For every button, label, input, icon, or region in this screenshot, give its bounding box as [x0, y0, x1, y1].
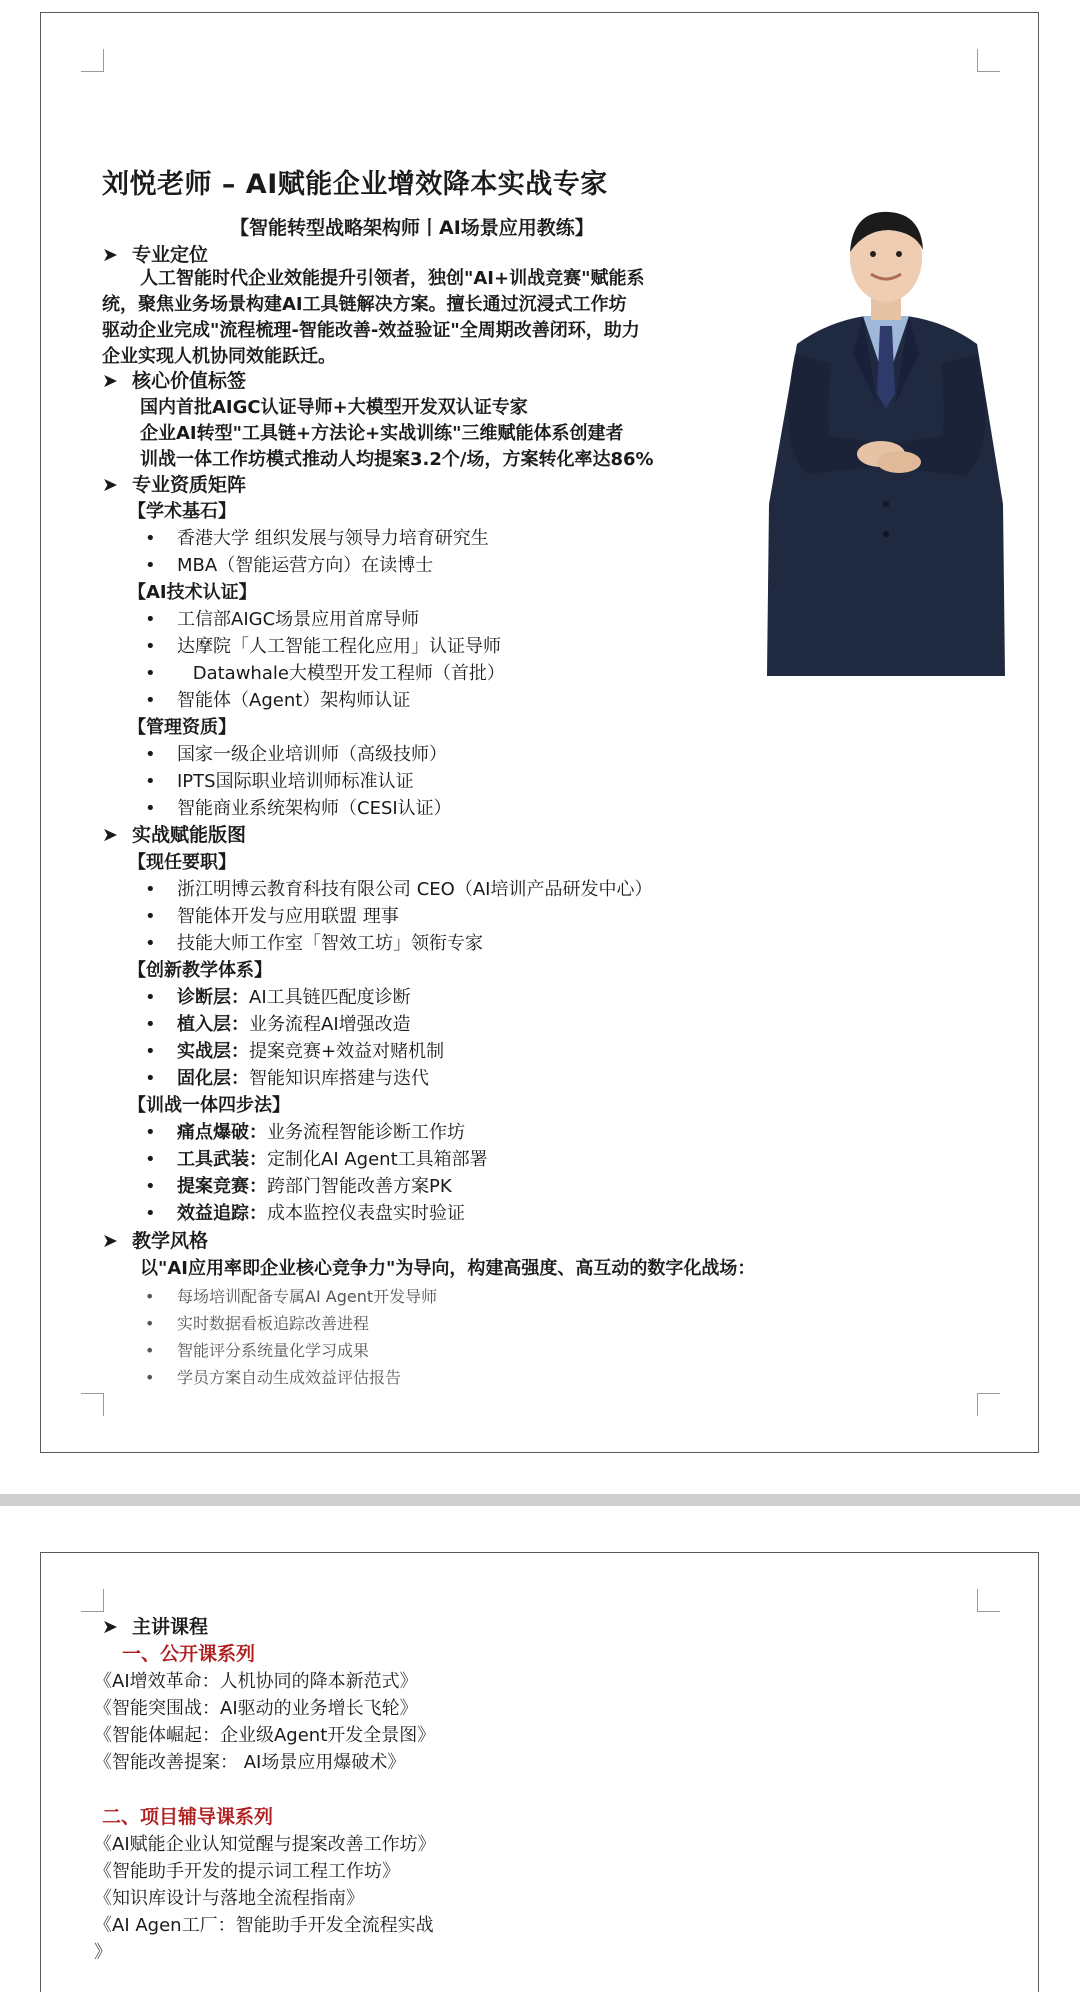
course-item: 《AI Agen工厂：智能助手开发全流程实战 [94, 1915, 434, 1936]
four-steps-label: 【训战一体四步法】 [128, 1095, 290, 1116]
course-item: 》 [94, 1942, 112, 1963]
corner-mark [977, 49, 1000, 72]
arrow-icon: ➤ [102, 824, 118, 846]
teaching-system-label: 【创新教学体系】 [128, 960, 272, 981]
portrait-photo [767, 204, 1005, 676]
list-item: • 痛点爆破：业务流程智能诊断工作坊 [145, 1122, 465, 1143]
list-item: • 智能评分系统量化学习成果 [145, 1341, 370, 1360]
course-item: 《智能助手开发的提示词工程工作坊》 [94, 1861, 400, 1882]
value-tag-2: 企业AI转型"工具链+方法论+实战训练"三维赋能体系创建者 [140, 423, 624, 444]
page-separator [0, 1494, 1080, 1506]
section-qualifications-heading: ➤ 专业资质矩阵 [102, 474, 247, 496]
list-item: • 智能商业系统架构师（CESI认证） [145, 798, 452, 819]
list-item: • Datawhale大模型开发工程师（首批） [145, 663, 505, 684]
document-subtitle: 【智能转型战略架构师丨AI场景应用教练】 [230, 217, 594, 239]
arrow-icon: ➤ [102, 1230, 118, 1252]
style-intro: 以"AI应用率即企业核心竞争力"为导向，构建高强度、高互动的数字化战场： [140, 1258, 756, 1279]
corner-mark [81, 49, 104, 72]
arrow-icon: ➤ [102, 370, 118, 392]
corner-mark [977, 1393, 1000, 1416]
list-item: • 工信部AIGC场景应用首席导师 [145, 609, 420, 630]
course-item: 《智能改善提案： AI场景应用爆破术》 [94, 1752, 406, 1773]
section-value-tags-heading: ➤ 核心价值标签 [102, 370, 247, 392]
list-item: • 实时数据看板追踪改善进程 [145, 1314, 370, 1333]
management-label: 【管理资质】 [128, 717, 236, 738]
corner-mark [81, 1393, 104, 1416]
list-item: • 智能体（Agent）架构师认证 [145, 690, 411, 711]
list-item: • 实战层：提案竞赛+效益对赌机制 [145, 1041, 445, 1062]
current-roles-label: 【现任要职】 [128, 852, 236, 873]
arrow-icon: ➤ [102, 244, 118, 266]
arrow-icon: ➤ [102, 1616, 118, 1638]
ai-cert-label: 【AI技术认证】 [128, 582, 257, 603]
list-item: • 固化层：智能知识库搭建与迭代 [145, 1068, 429, 1089]
list-item: • 诊断层：AI工具链匹配度诊断 [145, 987, 411, 1008]
course-item: 《AI增效革命：人机协同的降本新范式》 [94, 1671, 418, 1692]
section-style-heading: ➤ 教学风格 [102, 1230, 209, 1252]
corner-mark [81, 1589, 104, 1612]
list-item: • MBA（智能运营方向）在读博士 [145, 555, 434, 576]
list-item: • 学员方案自动生成效益评估报告 [145, 1368, 402, 1387]
list-item: • 达摩院「人工智能工程化应用」认证导师 [145, 636, 501, 657]
arrow-icon: ➤ [102, 474, 118, 496]
course-item: 《AI赋能企业认知觉醒与提案改善工作坊》 [94, 1834, 436, 1855]
positioning-line-3: 驱动企业完成"流程梳理-智能改善-效益验证"全周期改善闭环，助力 [102, 320, 640, 341]
list-item: • 提案竞赛：跨部门智能改善方案PK [145, 1176, 452, 1197]
project-courses-label: 二、项目辅导课系列 [102, 1806, 274, 1828]
list-item: • 技能大师工作室「智效工坊」领衔专家 [145, 933, 483, 954]
positioning-line-1: 人工智能时代企业效能提升引领者，独创"AI+训战竞赛"赋能系 [140, 268, 645, 289]
positioning-line-2: 统，聚焦业务场景构建AI工具链解决方案。擅长通过沉浸式工作坊 [102, 294, 627, 315]
course-item: 《智能体崛起：企业级Agent开发全景图》 [94, 1725, 436, 1746]
list-item: • 香港大学 组织发展与领导力培育研究生 [145, 528, 489, 549]
section-practice-heading: ➤ 实战赋能版图 [102, 824, 247, 846]
positioning-line-4: 企业实现人机协同效能跃迁。 [102, 346, 336, 367]
document-title: 刘悦老师 – AI赋能企业增效降本实战专家 [102, 169, 608, 200]
value-tag-3: 训战一体工作坊模式推动人均提案3.2个/场，方案转化率达86% [140, 449, 654, 470]
course-item: 《智能突围战：AI驱动的业务增长飞轮》 [94, 1698, 418, 1719]
section-courses-heading: ➤ 主讲课程 [102, 1616, 209, 1638]
list-item: • 国家一级企业培训师（高级技师） [145, 744, 447, 765]
list-item: • 植入层：业务流程AI增强改造 [145, 1014, 411, 1035]
academic-label: 【学术基石】 [128, 501, 236, 522]
course-item: 《知识库设计与落地全流程指南》 [94, 1888, 364, 1909]
list-item: • 智能体开发与应用联盟 理事 [145, 906, 399, 927]
public-courses-label: 一、公开课系列 [122, 1643, 256, 1665]
list-item: • IPTS国际职业培训师标准认证 [145, 771, 414, 792]
value-tag-1: 国内首批AIGC认证导师+大模型开发双认证专家 [140, 397, 528, 418]
list-item: • 每场培训配备专属AI Agent开发导师 [145, 1287, 438, 1306]
corner-mark [977, 1589, 1000, 1612]
list-item: • 工具武装：定制化AI Agent工具箱部署 [145, 1149, 488, 1170]
list-item: • 浙江明博云教育科技有限公司 CEO（AI培训产品研发中心） [145, 879, 653, 900]
section-positioning-heading: ➤ 专业定位 [102, 244, 209, 266]
list-item: • 效益追踪：成本监控仪表盘实时验证 [145, 1203, 465, 1224]
